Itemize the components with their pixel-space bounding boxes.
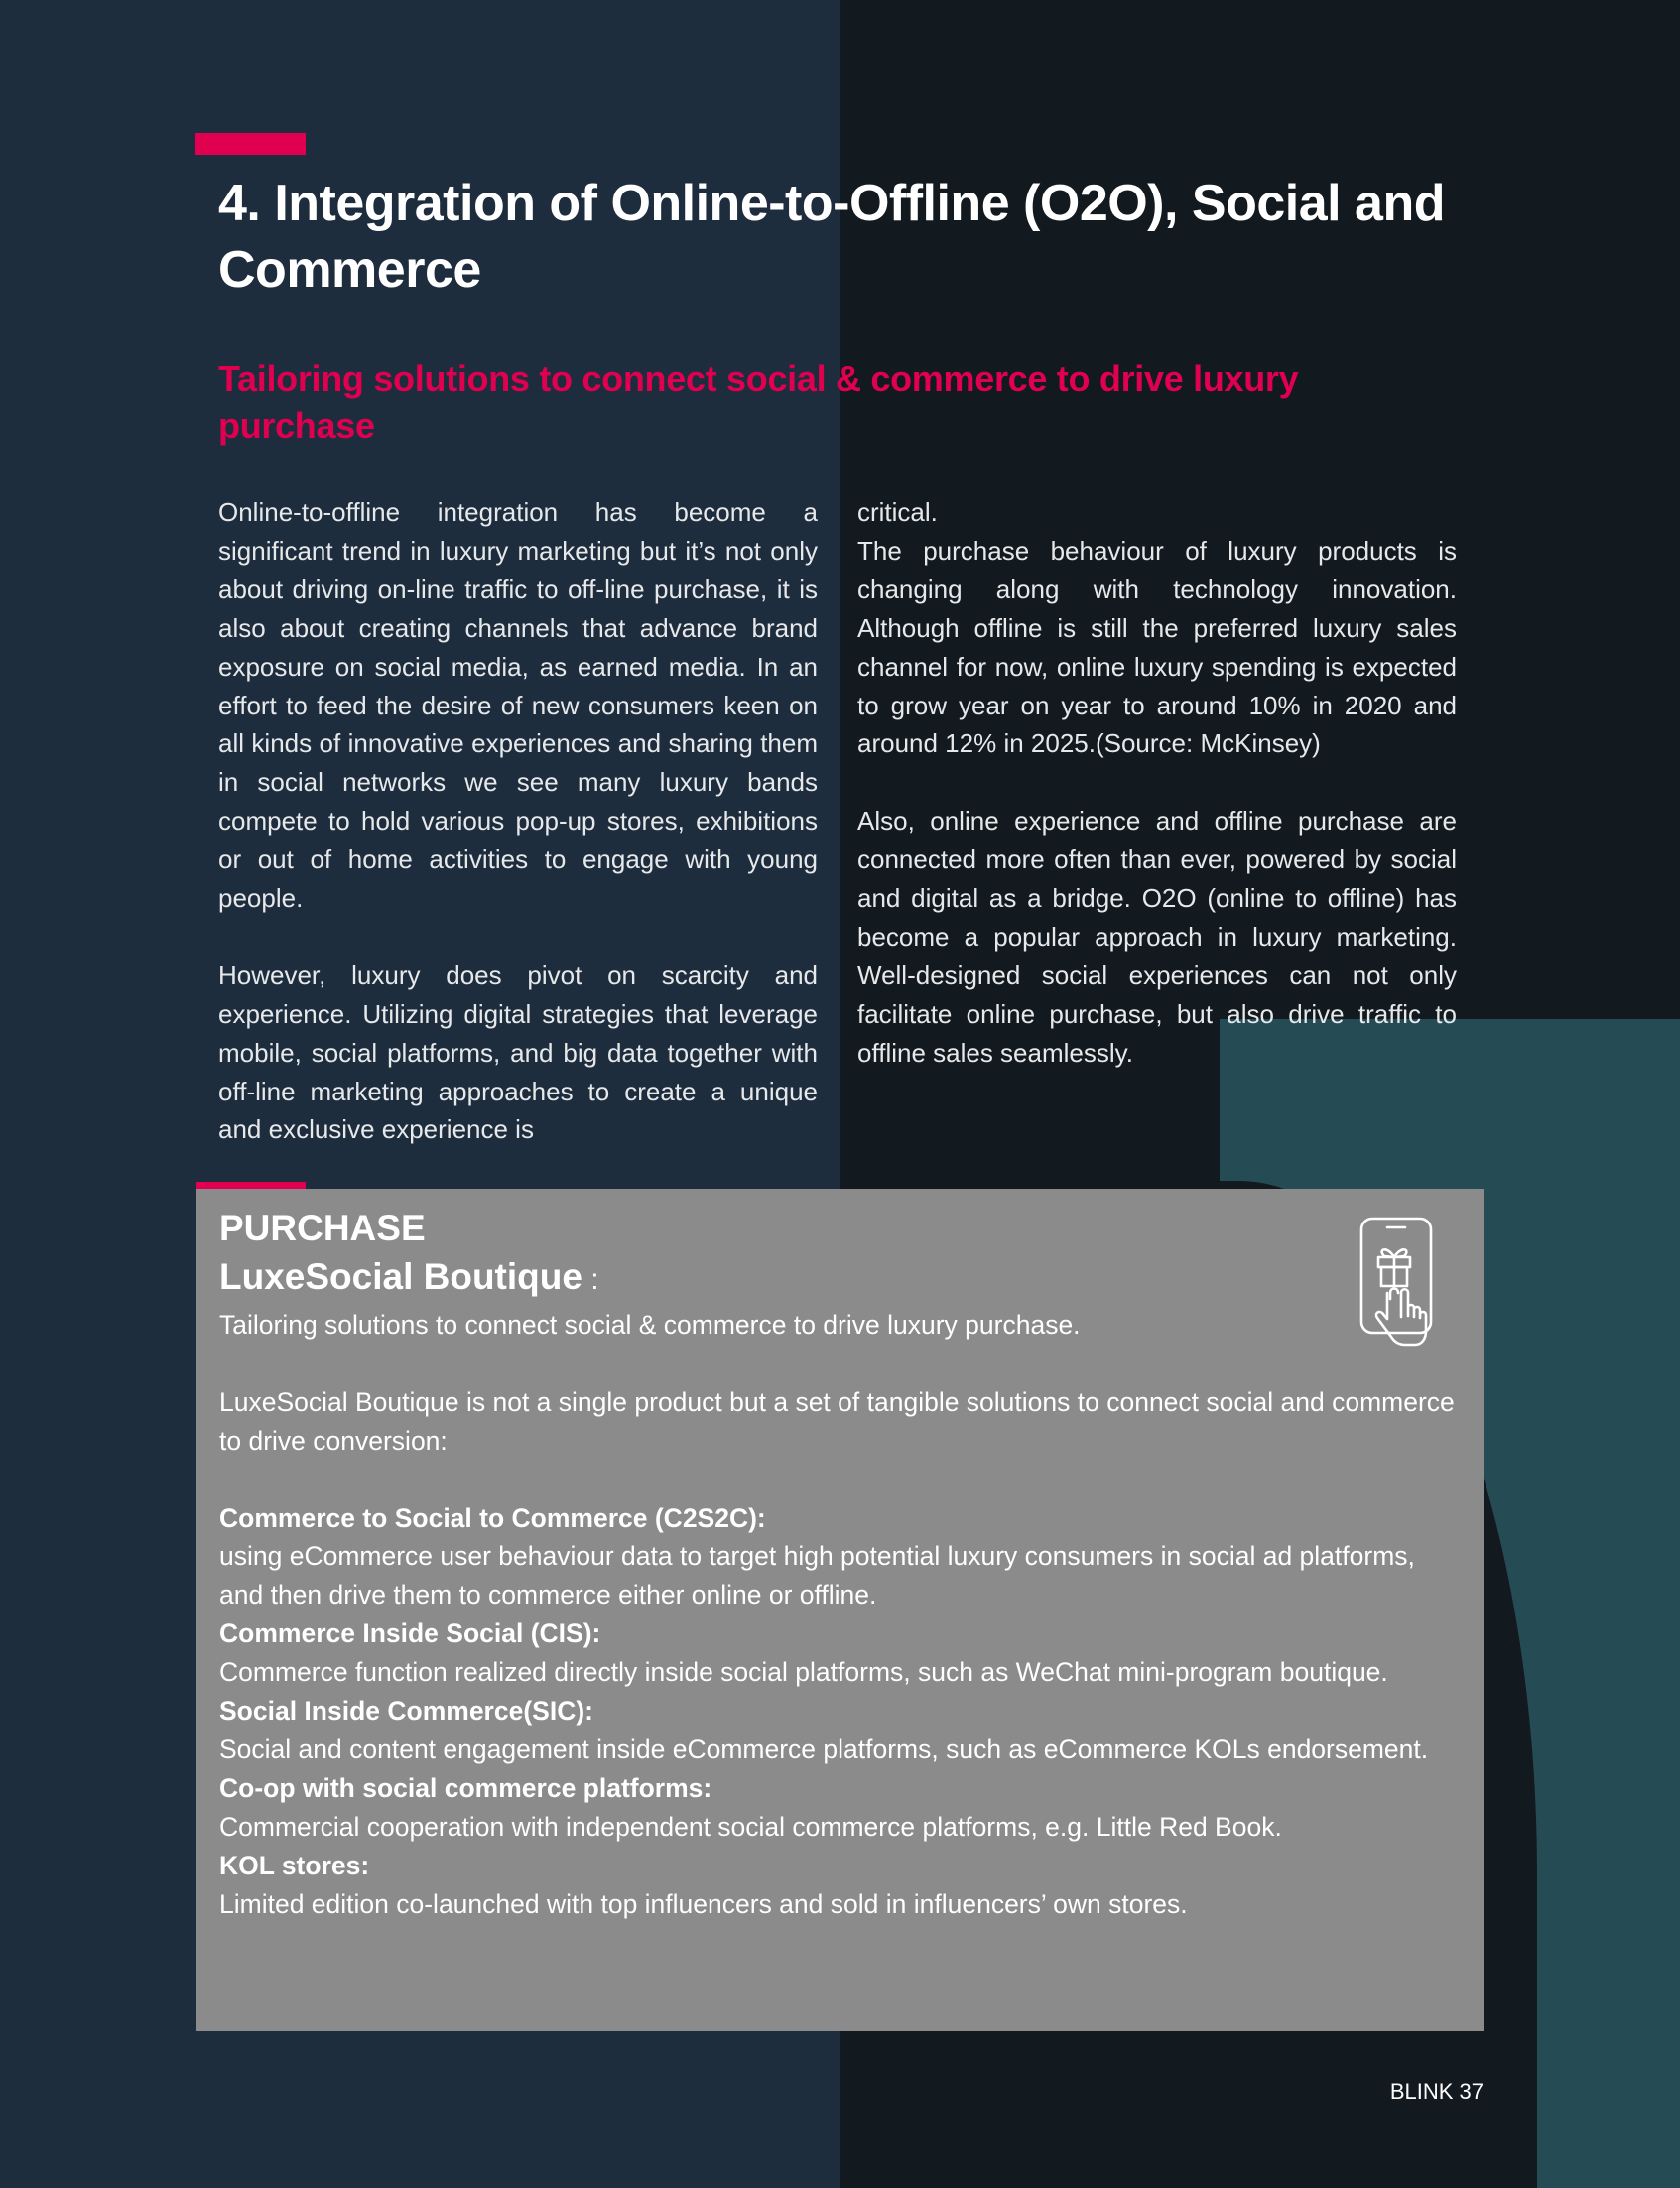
article-column-right [857, 493, 1457, 1073]
article-paragraph: However, luxury does pivot on scarcity and experience. Utilizing digital strategies that leverage mobile, social platforms, and big data together with off-line marketing approaches to create a unique and exclusive experience is [218, 960, 818, 1145]
article-paragraph-continued: critical. [857, 497, 938, 527]
spacer [219, 1461, 1460, 1499]
solution-description: Commercial cooperation with independent social commerce platforms, e.g. Little Red Book. [219, 1811, 1282, 1842]
product-name: LuxeSocial Boutique [219, 1256, 582, 1297]
solution-description: Limited edition co-launched with top influencers and sold in influencers’ own stores. [219, 1888, 1188, 1919]
article-paragraph: The purchase behaviour of luxury products is changing along with technology innovation. Although offline is still the preferred luxury sales channel for now, online luxury spending is expected to grow year on year to around 10% in 2020 and around 12% in 2025.(Source: McKinsey) [857, 535, 1457, 759]
box-body [219, 1306, 1460, 1923]
solution-term: Commerce to Social to Commerce (C2S2C): [219, 1502, 766, 1533]
page-subtitle: Tailoring solutions to connect social & commerce to drive luxury purchase [218, 358, 1299, 446]
box-tagline: Tailoring solutions to connect social & commerce to drive luxury purchase. [219, 1310, 1081, 1340]
title-accent-bar [195, 133, 306, 155]
solution-description: using eCommerce user behaviour data to target high potential luxury consumers in social ad platforms, and then drive them to commerce either online or offline. [219, 1541, 1415, 1610]
solution-term: Co-op with social commerce platforms: [219, 1772, 712, 1803]
solution-description: Social and content engagement inside eCommerce platforms, such as eCommerce KOLs endorsement. [219, 1734, 1429, 1764]
box-heading: PURCHASE [219, 1208, 426, 1248]
solution-term: Social Inside Commerce(SIC): [219, 1696, 593, 1727]
box-product-name [219, 1253, 599, 1304]
solution-term: KOL stores: [219, 1850, 370, 1880]
solution-description: Commerce function realized directly inside social platforms, such as WeChat mini-program boutique. [219, 1657, 1388, 1688]
spacer [219, 1345, 1460, 1383]
article-paragraph: Online-to-offline integration has become a significant trend in luxury marketing but it’s not only about driving on-line traffic to off-line purchase, it is also about creating channels that advance brand exposure on social media, as earned media. In an effort to feed the desire of new consumers keen on all kinds of innovative experiences and sharing them in social networks we see many luxury bands compete to hold various pop-up stores, exhibitions or out of home activities to engage with young people. [218, 497, 818, 914]
product-name-colon: : [582, 1263, 599, 1296]
article-paragraph: Also, online experience and offline purchase are connected more often than ever, powered by social and digital as a bridge. O2O (online to offline) has become a popular approach in luxury marketing. Well-designed social experiences can not only facilitate online purchase, but also drive traffic to offline sales seamlessly. [857, 806, 1457, 1068]
page-title: 4. Integration of Online-to-Offline (O2O), Social and Commerce [218, 175, 1445, 299]
solution-term: Commerce Inside Social (CIS): [219, 1618, 601, 1649]
page-number: BLINK 37 [1389, 2079, 1484, 2104]
article-column-left [218, 493, 818, 1149]
box-intro: LuxeSocial Boutique is not a single product but a set of tangible solutions to connect social and commerce to drive conversion: [219, 1386, 1455, 1456]
